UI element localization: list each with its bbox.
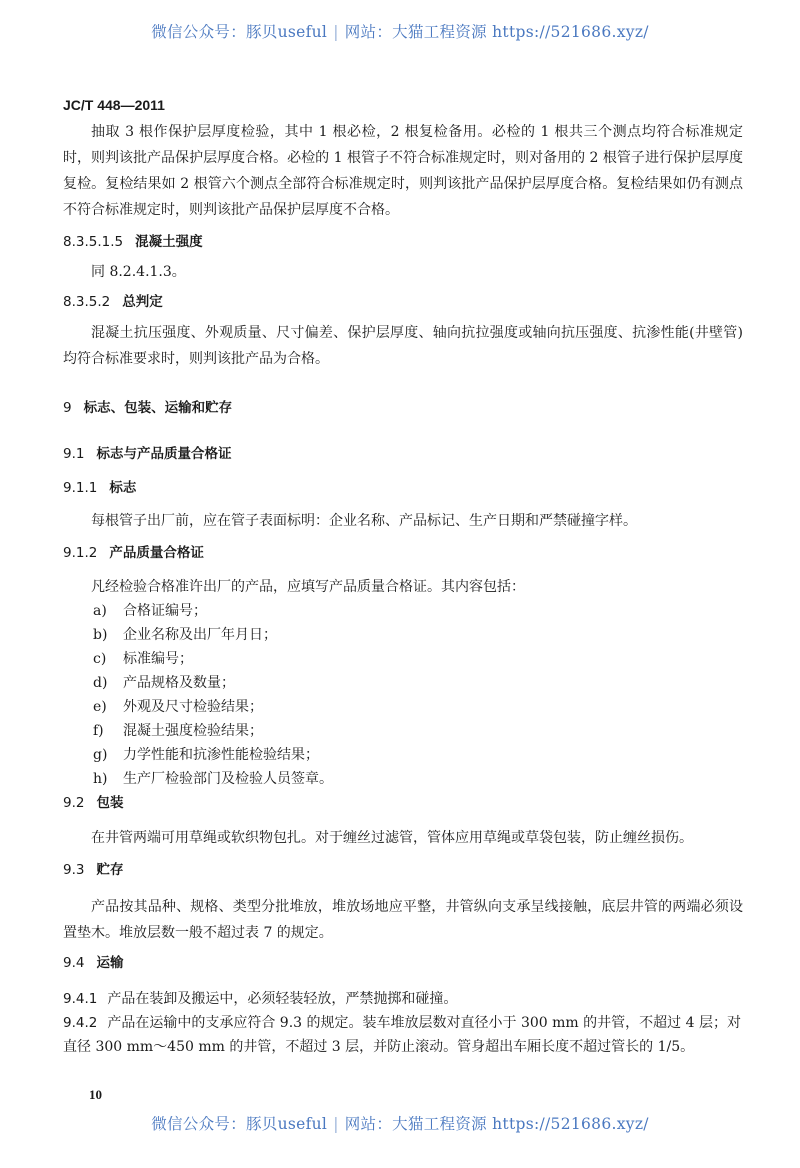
- clause-9-4-1: 9.4.1 产品在装卸及搬运中，必须轻装轻放，严禁抛掷和碰撞。: [63, 991, 458, 1007]
- heading-9-1-1: [63, 475, 743, 501]
- list-item: d) 产品规格及数量；: [93, 675, 235, 691]
- heading-title: 标志、包装、运输和贮存: [83, 400, 233, 416]
- list-item: e) 外观及尺寸检验结果；: [93, 699, 263, 715]
- watermark-separator: |: [333, 1115, 339, 1133]
- page-number: 10: [89, 1087, 102, 1102]
- standard-code: JC/T 448—2011: [63, 97, 165, 113]
- heading-9-2: [63, 790, 743, 816]
- heading-9: [63, 395, 743, 421]
- heading-number: 8.3.5.2: [63, 294, 111, 310]
- heading-number: 9.1.2: [63, 545, 98, 561]
- watermark-right-text: 网站：大猫工程资源 https://521686.xyz/: [344, 23, 649, 41]
- watermark-left-text: 微信公众号：豚贝useful: [151, 1115, 328, 1133]
- heading-8-3-5-2: [63, 289, 743, 315]
- heading-number: 8.3.5.1.5: [63, 234, 124, 250]
- heading-number: 9.4: [63, 955, 85, 971]
- heading-9-3: [63, 857, 743, 883]
- heading-number: 9.1: [63, 446, 85, 462]
- clause-9-4-2: 9.4.2 产品在运输中的支承应符合 9.3 的规定。装车堆放层数对直径小于 300 mm 的井管，不超过 4 层；对直径 300 mm～450 mm 的井管，不超过 3 层，并防止滚动。管身超出车厢长度不超过管长的 1/5。: [63, 1015, 741, 1055]
- heading-8-3-5-1-5: [63, 229, 743, 255]
- heading-number: 9: [63, 400, 72, 416]
- paragraph-9-2: 在井管两端可用草绳或软织物包扎。对于缠丝过滤管，管体应用草绳或草袋包装，防止缠丝损伤。: [91, 830, 693, 846]
- watermark-top: [0, 20, 800, 42]
- watermark-right-text: 网站：大猫工程资源 https://521686.xyz/: [344, 1115, 649, 1133]
- watermark-separator: |: [333, 23, 339, 41]
- heading-title: 贮存: [96, 862, 124, 878]
- heading-title: 标志: [109, 480, 137, 496]
- certificate-contents-list: [63, 599, 743, 791]
- heading-9-1: [63, 441, 743, 467]
- heading-title: 标志与产品质量合格证: [96, 446, 232, 462]
- list-item: g) 力学性能和抗渗性能检验结果；: [93, 747, 319, 763]
- paragraph-cover-thickness: 抽取 3 根作保护层厚度检验，其中 1 根必检，2 根复检备用。必检的 1 根共三个测点均符合标准规定时，则判该批产品保护层厚度合格。必检的 1 根管子不符合标准规定时，则对备用的 2 根管子进行保护层厚度复检。复检结果如 2 根管六个测点全部符合标准规定时，则判该批产品保护层厚度合格。复检结果如仍有测点不符合标准规定时，则判该批产品保护层厚度不合格。: [63, 124, 743, 218]
- paragraph-8-3-5-2: 混凝土抗压强度、外观质量、尺寸偏差、保护层厚度、轴向抗拉强度或轴向抗压强度、抗渗性能(井壁管)均符合标准要求时，则判该批产品为合格。: [63, 325, 743, 367]
- watermark-left-text: 微信公众号：豚贝useful: [151, 23, 328, 41]
- paragraph-9-3: 产品按其品种、规格、类型分批堆放，堆放场地应平整，井管纵向支承呈线接触，底层井管的两端必须设置垫木。堆放层数一般不超过表 7 的规定。: [63, 899, 743, 941]
- paragraph-9-1-2: 凡经检验合格准许出厂的产品，应填写产品质量合格证。其内容包括：: [91, 579, 525, 595]
- list-item: a) 合格证编号；: [93, 603, 207, 619]
- heading-number: 9.3: [63, 862, 85, 878]
- heading-title: 混凝土强度: [135, 234, 203, 250]
- heading-9-4: [63, 950, 743, 976]
- list-item: c) 标准编号；: [93, 651, 193, 667]
- list-item: h) 生产厂检验部门及检验人员签章。: [93, 771, 333, 787]
- paragraph-8-3-5-1-5: 同 8.2.4.1.3。: [91, 264, 186, 280]
- heading-title: 产品质量合格证: [109, 545, 204, 561]
- heading-9-1-2: [63, 540, 743, 566]
- list-item: f) 混凝土强度检验结果；: [93, 723, 263, 739]
- list-item: b) 企业名称及出厂年月日；: [93, 627, 277, 643]
- heading-title: 总判定: [122, 294, 163, 310]
- heading-number: 9.2: [63, 795, 85, 811]
- heading-number: 9.1.1: [63, 480, 98, 496]
- watermark-bottom: [0, 1112, 800, 1134]
- transport-clauses: [63, 987, 743, 1059]
- heading-title: 包装: [96, 795, 124, 811]
- heading-title: 运输: [96, 955, 124, 971]
- paragraph-9-1-1: 每根管子出厂前，应在管子表面标明：企业名称、产品标记、生产日期和严禁碰撞字样。: [91, 513, 637, 529]
